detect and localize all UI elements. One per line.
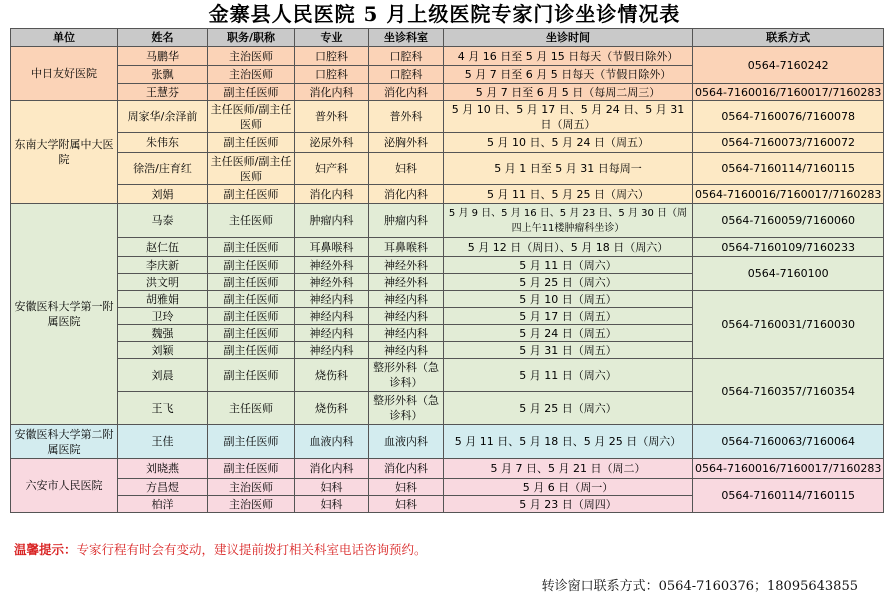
- clinic-time: 5 月 6 日（周一）: [444, 479, 693, 496]
- doctor-title: 主任医师/副主任医师: [208, 101, 295, 133]
- doctor-name: 方昌煜: [118, 479, 208, 496]
- doctor-name: 柏洋: [118, 496, 208, 513]
- clinic-dept: 妇科: [369, 479, 444, 496]
- table-row: [11, 153, 884, 185]
- doctor-name: 王飞: [118, 392, 208, 425]
- clinic-time: 5 月 7 日、5 月 21 日（周二）: [444, 459, 693, 479]
- contact-phone: 0564-7160357/7160354: [693, 359, 884, 425]
- specialty: 消化内科: [295, 84, 369, 101]
- specialty: 肿瘤内科: [295, 204, 369, 238]
- specialty: 妇产科: [295, 153, 369, 185]
- doctor-title: 副主任医师: [208, 291, 295, 308]
- header-contact: 联系方式: [693, 29, 884, 47]
- doctor-name: 刘颖: [118, 342, 208, 359]
- header-dept: 坐诊科室: [369, 29, 444, 47]
- specialty: 烧伤科: [295, 359, 369, 392]
- specialty: 妇科: [295, 496, 369, 513]
- doctor-name: 刘晨: [118, 359, 208, 392]
- doctor-name: 马鹏华: [118, 47, 208, 66]
- clinic-dept: 神经内科: [369, 325, 444, 342]
- clinic-time: 5 月 10 日（周五）: [444, 291, 693, 308]
- table-row: [11, 204, 884, 238]
- specialty: 泌尿外科: [295, 133, 369, 153]
- clinic-time: 5 月 9 日、5 月 16 日、5 月 23 日、5 月 30 日（周四上午11楼肿瘤科坐诊）: [444, 204, 693, 238]
- specialty: 神经内科: [295, 308, 369, 325]
- doctor-name: 王佳: [118, 425, 208, 459]
- doctor-title: 副主任医师: [208, 133, 295, 153]
- header-time: 坐诊时间: [444, 29, 693, 47]
- warm-tip-label: 温馨提示：: [14, 542, 77, 557]
- doctor-name: 徐浩/庄育红: [118, 153, 208, 185]
- doctor-title: 副主任医师: [208, 308, 295, 325]
- table-row: [11, 84, 884, 101]
- doctor-title: 副主任医师: [208, 257, 295, 274]
- doctor-name: 王慧芬: [118, 84, 208, 101]
- contact-phone: 0564-7160031/7160030: [693, 291, 884, 359]
- unit-cell: 安徽医科大学第二附属医院: [11, 425, 118, 459]
- doctor-title: 副主任医师: [208, 274, 295, 291]
- specialty: 耳鼻喉科: [295, 238, 369, 257]
- clinic-dept: 神经外科: [369, 257, 444, 274]
- contact-phone: 0564-7160114/7160115: [693, 479, 884, 513]
- clinic-time: 5 月 10 日、5 月 17 日、5 月 24 日、5 月 31 日（周五）: [444, 101, 693, 133]
- clinic-dept: 泌胸外科: [369, 133, 444, 153]
- contact-phone: 0564-7160063/7160064: [693, 425, 884, 459]
- doctor-title: 副主任医师: [208, 238, 295, 257]
- specialty: 口腔科: [295, 47, 369, 66]
- clinic-time: 5 月 11 日（周六）: [444, 257, 693, 274]
- doctor-title: 副主任医师: [208, 359, 295, 392]
- table-row: [11, 257, 884, 274]
- doctor-name: 魏强: [118, 325, 208, 342]
- doctor-name: 洪文明: [118, 274, 208, 291]
- warm-tip: [14, 540, 427, 558]
- doctor-title: 副主任医师: [208, 84, 295, 101]
- doctor-name: 李庆新: [118, 257, 208, 274]
- table-row: [11, 101, 884, 133]
- clinic-time: 5 月 12 日（周日）、5 月 18 日（周六）: [444, 238, 693, 257]
- clinic-dept: 普外科: [369, 101, 444, 133]
- doctor-title: 主任医师/副主任医师: [208, 153, 295, 185]
- doctor-name: 刘晓燕: [118, 459, 208, 479]
- doctor-title: 副主任医师: [208, 342, 295, 359]
- specialty: 神经外科: [295, 274, 369, 291]
- contact-phone: 0564-7160073/7160072: [693, 133, 884, 153]
- doctor-title: 主治医师: [208, 479, 295, 496]
- header-unit: 单位: [11, 29, 118, 47]
- unit-cell: 东南大学附属中大医院: [11, 101, 118, 204]
- clinic-time: 5 月 7 日至 6 月 5 日每天（节假日除外）: [444, 66, 693, 84]
- clinic-time: 5 月 11 日（周六）: [444, 359, 693, 392]
- doctor-title: 副主任医师: [208, 185, 295, 204]
- doctor-title: 主治医师: [208, 66, 295, 84]
- unit-cell: 中日友好医院: [11, 47, 118, 101]
- page-title: 金寨县人民医院 5 月上级医院专家门诊坐诊情况表: [208, 2, 681, 26]
- specialty: 妇科: [295, 479, 369, 496]
- contact-phone: 0564-7160059/7160060: [693, 204, 884, 238]
- header-title: 职务/职称: [208, 29, 295, 47]
- contact-phone: 0564-7160016/7160017/7160283: [693, 84, 884, 101]
- table-row: [11, 238, 884, 257]
- unit-cell: 六安市人民医院: [11, 459, 118, 513]
- header-row: [11, 29, 884, 47]
- contact-phone: 0564-7160016/7160017/7160283: [693, 459, 884, 479]
- warm-tip-text: 专家行程有时会有变动，建议提前拨打相关科室电话咨询预约。: [76, 542, 427, 557]
- table-row: [11, 479, 884, 496]
- clinic-dept: 整形外科（急诊科）: [369, 359, 444, 392]
- clinic-dept: 消化内科: [369, 185, 444, 204]
- specialty: 神经内科: [295, 325, 369, 342]
- clinic-time: 5 月 25 日（周六）: [444, 274, 693, 291]
- specialty: 神经内科: [295, 342, 369, 359]
- contact-phone: 0564-7160016/7160017/7160283: [693, 185, 884, 204]
- clinic-dept: 消化内科: [369, 84, 444, 101]
- doctor-name: 刘娟: [118, 185, 208, 204]
- contact-phone: 0564-7160109/7160233: [693, 238, 884, 257]
- table-row: [11, 47, 884, 66]
- clinic-time: 5 月 10 日、5 月 24 日（周五）: [444, 133, 693, 153]
- clinic-time: 4 月 16 日至 5 月 15 日每天（节假日除外）: [444, 47, 693, 66]
- schedule-table: [10, 28, 884, 513]
- doctor-title: 副主任医师: [208, 459, 295, 479]
- referral-contact: 转诊窗口联系方式：0564-7160376；18095643855: [541, 579, 858, 594]
- specialty: 消化内科: [295, 459, 369, 479]
- specialty: 血液内科: [295, 425, 369, 459]
- clinic-dept: 妇科: [369, 153, 444, 185]
- specialty: 神经内科: [295, 291, 369, 308]
- clinic-dept: 肿瘤内科: [369, 204, 444, 238]
- clinic-dept: 神经内科: [369, 291, 444, 308]
- clinic-dept: 消化内科: [369, 459, 444, 479]
- clinic-time: 5 月 17 日（周五）: [444, 308, 693, 325]
- table-row: [11, 359, 884, 392]
- specialty: 消化内科: [295, 185, 369, 204]
- doctor-name: 周家华/余泽前: [118, 101, 208, 133]
- doctor-name: 朱伟东: [118, 133, 208, 153]
- contact-phone: 0564-7160114/7160115: [693, 153, 884, 185]
- clinic-time: 5 月 1 日至 5 月 31 日每周一: [444, 153, 693, 185]
- specialty: 烧伤科: [295, 392, 369, 425]
- doctor-title: 副主任医师: [208, 425, 295, 459]
- clinic-time: 5 月 11 日、5 月 25 日（周六）: [444, 185, 693, 204]
- doctor-title: 副主任医师: [208, 325, 295, 342]
- contact-phone: 0564-7160242: [693, 47, 884, 84]
- clinic-dept: 妇科: [369, 496, 444, 513]
- doctor-name: 赵仁伍: [118, 238, 208, 257]
- clinic-dept: 神经内科: [369, 308, 444, 325]
- clinic-dept: 整形外科（急诊科）: [369, 392, 444, 425]
- doctor-title: 主治医师: [208, 496, 295, 513]
- table-row: [11, 185, 884, 204]
- table-row: [11, 459, 884, 479]
- table-row: [11, 291, 884, 308]
- doctor-name: 马泰: [118, 204, 208, 238]
- clinic-time: 5 月 7 日至 6 月 5 日（每周二周三）: [444, 84, 693, 101]
- doctor-name: 胡雅娟: [118, 291, 208, 308]
- specialty: 口腔科: [295, 66, 369, 84]
- specialty: 普外科: [295, 101, 369, 133]
- contact-phone: 0564-7160100: [693, 257, 884, 291]
- specialty: 神经外科: [295, 257, 369, 274]
- clinic-time: 5 月 23 日（周四）: [444, 496, 693, 513]
- clinic-dept: 口腔科: [369, 66, 444, 84]
- doctor-title: 主任医师: [208, 204, 295, 238]
- doctor-title: 主任医师: [208, 392, 295, 425]
- doctor-name: 卫玲: [118, 308, 208, 325]
- contact-phone: 0564-7160076/7160078: [693, 101, 884, 133]
- doctor-name: 张飘: [118, 66, 208, 84]
- clinic-dept: 神经外科: [369, 274, 444, 291]
- clinic-time: 5 月 31 日（周五）: [444, 342, 693, 359]
- table-row: [11, 133, 884, 153]
- header-specialty: 专业: [295, 29, 369, 47]
- table-row: [11, 425, 884, 459]
- clinic-time: 5 月 25 日（周六）: [444, 392, 693, 425]
- header-name: 姓名: [118, 29, 208, 47]
- clinic-time: 5 月 24 日（周五）: [444, 325, 693, 342]
- clinic-time: 5 月 11 日、5 月 18 日、5 月 25 日（周六）: [444, 425, 693, 459]
- unit-cell: 安徽医科大学第一附属医院: [11, 204, 118, 425]
- clinic-dept: 口腔科: [369, 47, 444, 66]
- clinic-dept: 神经内科: [369, 342, 444, 359]
- clinic-dept: 耳鼻喉科: [369, 238, 444, 257]
- doctor-title: 主治医师: [208, 47, 295, 66]
- clinic-dept: 血液内科: [369, 425, 444, 459]
